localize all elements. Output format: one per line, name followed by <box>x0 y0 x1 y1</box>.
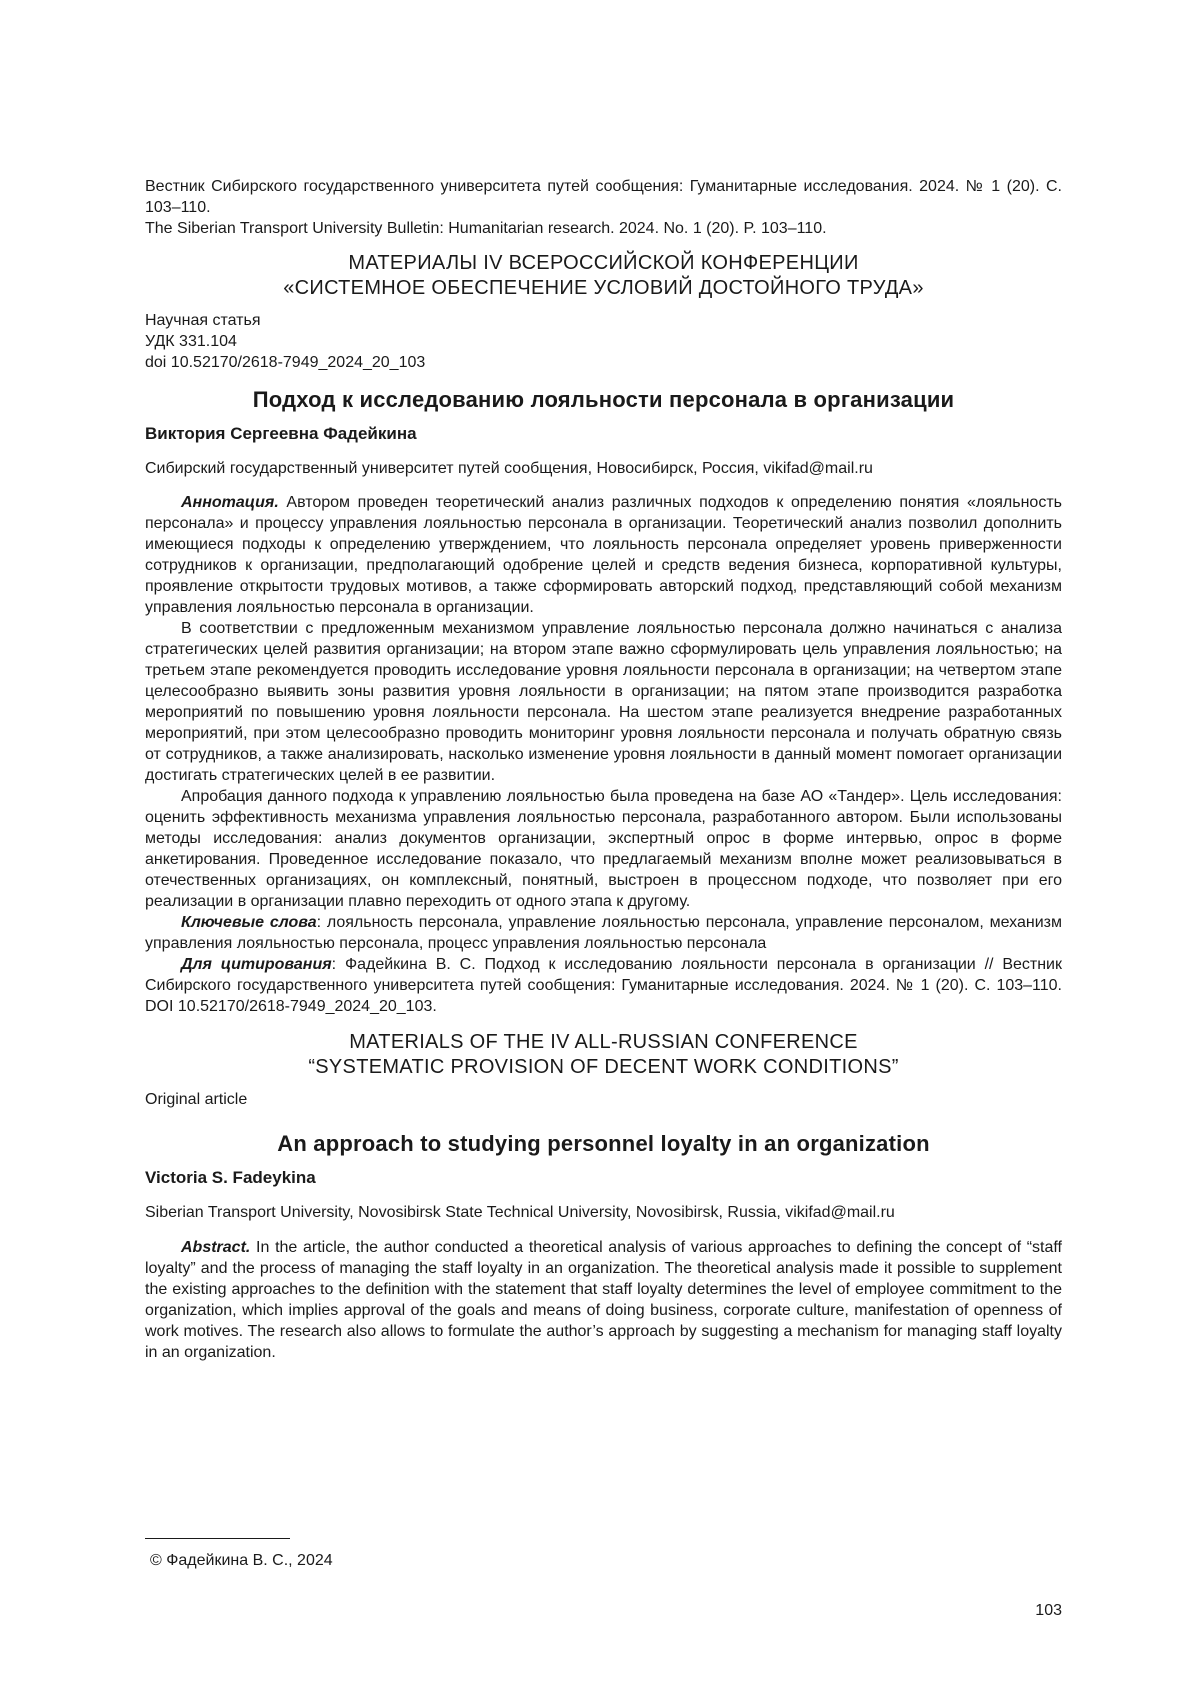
footnote-divider <box>145 1538 290 1539</box>
doi: doi 10.52170/2618-7949_2024_20_103 <box>145 354 426 371</box>
article-type-en: Original article <box>145 1091 248 1108</box>
affiliation-ru: Сибирский государственный университет путей сообщения, Новосибирск, Россия, vikifad@mail.ru <box>145 460 873 477</box>
abstract-en <box>145 1237 1062 1363</box>
abstract-ru-p3: Апробация данного подхода к управлению лояльностью была проведена на базе АО «Тандер». Цель исследования: оценить эффективность механизма управления лояльностью персонала, разработанного автором. Были использованы методы исследования: анализ документов организации, экспертный опрос в форме интервью, опрос в форме анкетирования. Проведенное исследование показало, что предлагаемый механизм вполне может реализовываться в отечественных организациях, он комплексный, понятный, выстроен в процессном подходе, что позволяет при его реализации в организации плавно переходить от одного этапа к другому. <box>145 788 1062 910</box>
article-title-en: An approach to studying personnel loyalty in an organization <box>277 1131 930 1156</box>
abstract-ru-p1-text: Автором проведен теоретический анализ различных подходов к определению понятия «лояльность персонала» и процессу управления лояльностью персонала в организации. Теоретический анализ позволил дополнить имеющиеся подходы к определению утверждением, что лояльность персонала определяет уровень приверженности сотрудников к организации, предполагающий одобрение целей и средств ведения бизнеса, корпоративной культуры, проявление открытости трудовых мотивов, а также сформировать авторский подход, представляющий собой механизм управления лояльностью персонала в организации. <box>145 494 1062 616</box>
abstract-text-en: In the article, the author conducted a theoretical analysis of various approaches to defining the concept of “staff loyalty” and the process of managing the staff loyalty in an organization. The theoretical analysis made it possible to supplement the existing approaches to the definition with the statement that staff loyalty determines the level of employee commitment to the organization, which implies approval of the goals and means of doing business, corporate culture, manifestation of openness of work motives. The research also allows to formulate the author’s approach by suggesting a mechanism for managing staff loyalty in an organization. <box>145 1239 1063 1361</box>
page-number: 103 <box>1035 1602 1062 1619</box>
article-page <box>145 176 1062 1363</box>
conference-title-ru-line1: МАТЕРИАЛЫ IV ВСЕРОССИЙСКОЙ КОНФЕРЕНЦИИ <box>348 252 859 274</box>
abstract-label-en: Abstract. <box>181 1239 251 1256</box>
affiliation-en: Siberian Transport University, Novosibirsk State Technical University, Novosibirsk, Russia, vikifad@mail.ru <box>145 1204 895 1221</box>
keywords-ru <box>145 912 1062 954</box>
article-type-ru: Научная статья <box>145 312 261 329</box>
copyright-footnote: © Фадейкина В. С., 2024 <box>150 1552 333 1569</box>
journal-citation-en: The Siberian Transport University Bulletin: Humanitarian research. 2024. No. 1 (20). P. 103–110. <box>145 220 827 237</box>
abstract-ru-p2: В соответствии с предложенным механизмом управление лояльностью персонала должно начинаться с анализа стратегических целей развития организации; на втором этапе важно сформулировать цель управления лояльностью; на третьем этапе рекомендуется проводить исследование уровня лояльности персонала в организации; на четвертом этапе целесообразно выявить зоны развития уровня лояльности в организации; на пятом этапе производится разработка мероприятий по повышению уровня лояльности персонала. На шестом этапе реализуется внедрение разработанных мероприятий, при этом целесообразно проводить мониторинг уровня лояльности персонала и получать обратную связь от сотрудников, а также анализировать, насколько изменение уровня лояльности в данный момент помогает организации достигать стратегических целей в ее развитии. <box>145 620 1062 784</box>
conference-title-en-line2: “SYSTEMATIC PROVISION OF DECENT WORK CONDITIONS” <box>308 1056 899 1078</box>
udk: УДК 331.104 <box>145 333 237 350</box>
citation-text-ru: : Фадейкина В. С. Подход к исследованию лояльности персонала в организации // Вестник Сибирского государственного университета путей сообщения: Гуманитарные исследования. 2024. № 1 (20). С. 103–110. DOI 10.52170/2618-7949_2024_20_103. <box>145 956 1062 1015</box>
author-name-en: Victoria S. Fadeykina <box>145 1168 316 1187</box>
author-name-ru: Виктория Сергеевна Фадейкина <box>145 424 417 443</box>
article-title-ru: Подход к исследованию лояльности персонала в организации <box>252 387 955 412</box>
abstract-label-ru: Аннотация. <box>181 494 279 511</box>
abstract-ru-p1 <box>145 492 1062 618</box>
keywords-label-ru: Ключевые слова <box>181 914 317 931</box>
citation-label-ru: Для цитирования <box>181 956 332 973</box>
keywords-text-ru: : лояльность персонала, управление лояльностью персонала, управление персоналом, механизм управления лояльностью персонала, процесс управления лояльностью персонала <box>145 914 1063 952</box>
citation-ru <box>145 954 1062 1017</box>
journal-citation-ru: Вестник Сибирского государственного университета путей сообщения: Гуманитарные исследования. 2024. № 1 (20). С. 103–110. <box>145 178 1062 216</box>
conference-title-en-line1: MATERIALS OF THE IV ALL-RUSSIAN CONFERENCE <box>349 1031 858 1053</box>
conference-title-ru-line2: «СИСТЕМНОЕ ОБЕСПЕЧЕНИЕ УСЛОВИЙ ДОСТОЙНОГО ТРУДА» <box>283 277 924 299</box>
